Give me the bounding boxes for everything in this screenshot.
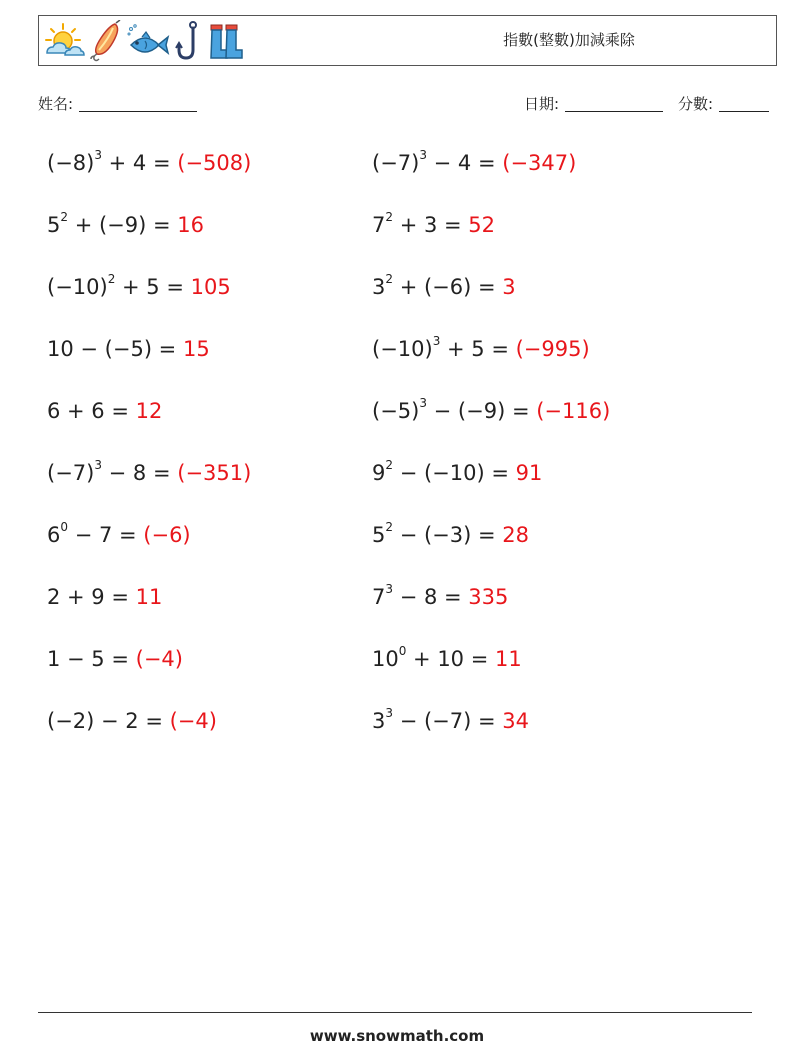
problem-item	[47, 273, 231, 301]
problem-operation: + 3 =	[393, 213, 469, 237]
problem-base: 3	[372, 709, 386, 733]
problem-exponent: 2	[385, 458, 394, 472]
problem-item	[372, 645, 522, 673]
problem-exponent: 2	[107, 272, 116, 286]
problem-exponent: 2	[385, 520, 394, 534]
problem-answer: 91	[515, 461, 543, 485]
date-label: 日期:	[524, 95, 560, 113]
problem-item	[47, 459, 251, 487]
problem-item	[372, 707, 529, 735]
problem-base: (−10)	[372, 337, 433, 361]
problem-operation: − (−9) =	[426, 399, 537, 423]
problem-base: 5	[47, 213, 61, 237]
worksheet-header	[38, 15, 777, 66]
worksheet-title: 指數(整數)加減乘除	[503, 31, 635, 49]
problem-item	[372, 397, 610, 425]
problem-answer: (−347)	[502, 151, 577, 175]
problem-answer: 28	[502, 523, 529, 547]
problem-base: 6 + 6 =	[47, 399, 136, 423]
problem-base: 9	[372, 461, 386, 485]
problem-base: 10 − (−5) =	[47, 337, 183, 361]
problem-item	[372, 335, 590, 363]
problem-answer: (−4)	[135, 647, 183, 671]
problem-base: (−8)	[47, 151, 95, 175]
problem-exponent: 3	[94, 148, 102, 162]
problem-answer: 3	[502, 275, 516, 299]
problem-operation: + 5 =	[440, 337, 516, 361]
problem-answer: 11	[495, 647, 522, 671]
problem-answer: (−508)	[177, 151, 252, 175]
problem-base: (−7)	[47, 461, 95, 485]
name-label: 姓名:	[38, 95, 74, 113]
problem-operation: + 10 =	[406, 647, 495, 671]
problem-answer: (−6)	[143, 523, 191, 547]
problem-exponent: 0	[398, 644, 407, 658]
problem-exponent: 3	[419, 396, 427, 410]
score-line[interactable]	[719, 95, 769, 112]
problem-item	[47, 583, 162, 611]
problem-item	[372, 521, 529, 549]
problem-operation: − (−3) =	[393, 523, 503, 547]
problem-exponent: 3	[419, 148, 427, 162]
problem-base: (−10)	[47, 275, 108, 299]
problem-base: 10	[372, 647, 399, 671]
problem-exponent: 2	[60, 210, 69, 224]
problem-answer: (−995)	[515, 337, 590, 361]
problem-operation: + (−6) =	[393, 275, 503, 299]
score-label: 分數:	[678, 95, 714, 113]
problem-base: (−2) − 2 =	[47, 709, 170, 733]
problem-base: 3	[372, 275, 386, 299]
problem-exponent: 3	[432, 334, 441, 348]
problem-base: 5	[372, 523, 386, 547]
problem-answer: (−116)	[536, 399, 611, 423]
problem-item	[47, 645, 183, 673]
footer-website: www.snowmath.com	[309, 1027, 485, 1045]
rubber-boots-icon	[205, 20, 249, 62]
problem-base: (−7)	[372, 151, 420, 175]
problem-item	[47, 397, 162, 425]
problem-answer: 335	[468, 585, 509, 609]
score-field	[678, 93, 769, 114]
problem-item	[372, 273, 516, 301]
problem-item	[372, 459, 542, 487]
name-field	[38, 93, 197, 114]
problem-operation: − 8 =	[393, 585, 469, 609]
problem-answer: (−351)	[177, 461, 252, 485]
problem-exponent: 0	[60, 520, 69, 534]
footer-divider	[38, 1012, 752, 1013]
problem-answer: 15	[182, 337, 210, 361]
problem-operation: − (−7) =	[393, 709, 503, 733]
problem-answer: 16	[177, 213, 204, 237]
problem-item	[372, 149, 576, 177]
problem-operation: + (−9) =	[68, 213, 178, 237]
date-field	[524, 93, 663, 114]
problem-base: 7	[372, 585, 386, 609]
fishing-lure-icon	[85, 20, 125, 62]
problem-item	[47, 211, 204, 239]
problem-operation: − 4 =	[426, 151, 503, 175]
problem-answer: 11	[135, 585, 163, 609]
problem-base: 7	[372, 213, 386, 237]
fish-icon	[125, 21, 171, 61]
problem-base: (−5)	[372, 399, 420, 423]
fishing-hook-icon	[171, 20, 205, 62]
problem-answer: 105	[190, 275, 231, 299]
problem-exponent: 3	[385, 706, 394, 720]
problem-item	[372, 583, 508, 611]
problem-operation: − 8 =	[101, 461, 178, 485]
date-line[interactable]	[565, 95, 663, 112]
problem-exponent: 3	[94, 458, 102, 472]
header-icons	[41, 20, 249, 62]
problem-item	[47, 149, 251, 177]
sun-cloud-icon	[41, 21, 85, 61]
problem-item	[47, 707, 217, 735]
problem-operation: − 7 =	[68, 523, 144, 547]
name-line[interactable]	[79, 95, 197, 112]
problem-item	[372, 211, 495, 239]
problem-item	[47, 335, 210, 363]
problem-operation: − (−10) =	[393, 461, 516, 485]
problem-answer: (−4)	[169, 709, 217, 733]
problem-exponent: 3	[385, 582, 394, 596]
problem-exponent: 2	[385, 272, 394, 286]
problem-answer: 34	[502, 709, 529, 733]
problem-item	[47, 521, 191, 549]
problem-base: 6	[47, 523, 61, 547]
problem-operation: + 4 =	[101, 151, 178, 175]
problem-answer: 12	[135, 399, 163, 423]
problem-exponent: 2	[385, 210, 394, 224]
problem-operation: + 5 =	[115, 275, 191, 299]
problem-base: 2 + 9 =	[47, 585, 136, 609]
problem-answer: 52	[468, 213, 496, 237]
problem-base: 1 − 5 =	[47, 647, 136, 671]
